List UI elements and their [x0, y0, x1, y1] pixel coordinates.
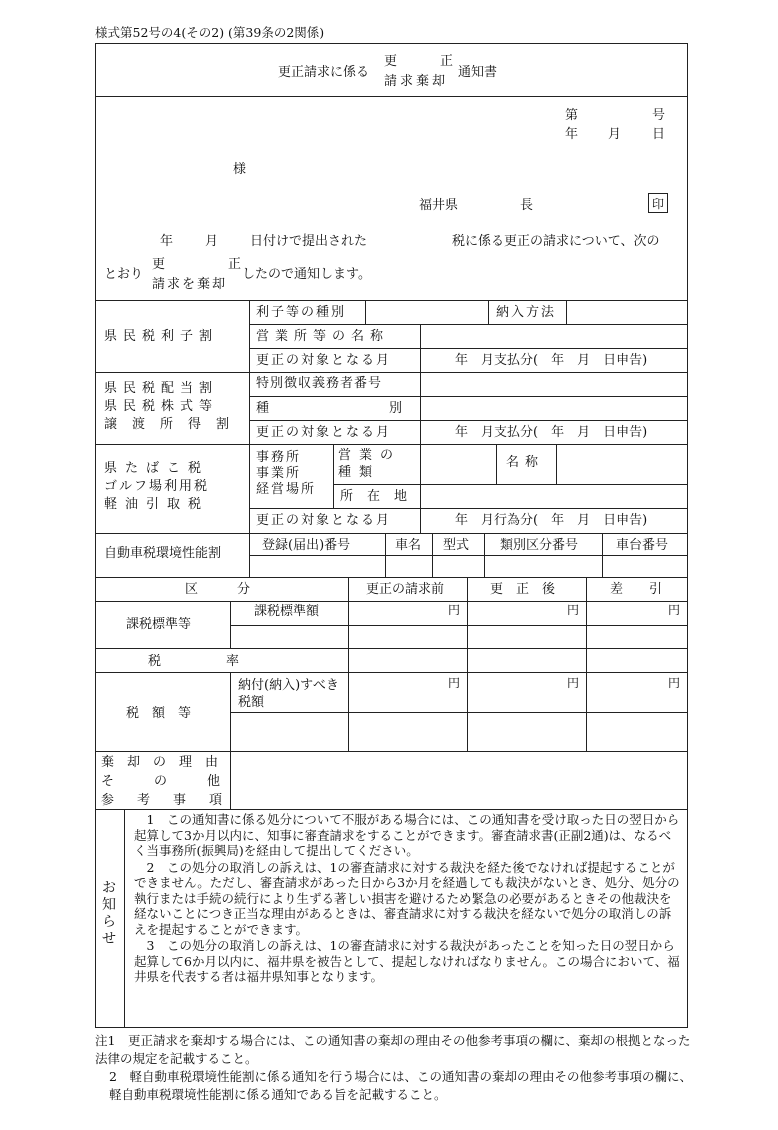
- footnote-1: 注1 更正請求を棄却する場合には、この通知書の棄却の理由その他参考事項の欄に、棄却の根拠となった法律の規定を記載すること。: [95, 1033, 691, 1066]
- tabako-label-2: ゴルフ場利用税: [104, 479, 210, 494]
- haito-row3-label: 更正の対象となる月: [256, 425, 392, 440]
- calc-header-after: 更 正 後: [490, 582, 556, 597]
- car-col-reg: 登録(届出)番号: [262, 538, 351, 553]
- zeiritsu-label: 税 率: [148, 654, 240, 669]
- kazei-yen-after: 円: [567, 603, 580, 617]
- seal-icon: 印: [648, 193, 668, 213]
- haito-row3-value: 年 月支払分( 年 月 日申告): [455, 425, 648, 440]
- haito-row1-label: 特別徴収義務者番号: [256, 376, 383, 391]
- tabako-row-value: 年 月行為分( 年 月 日申告): [455, 513, 648, 528]
- tabako-row-label: 更正の対象となる月: [256, 513, 392, 528]
- notice-item-2: 2 この処分の取消しの訴えは、1の審査請求に対する裁決を経た後でなければ提起することができません。ただし、審査請求があった日から3か月を経過しても裁決がないとき、処分、処分の執行または手続の続行により生ずる著しい損害を避けるため緊急の必要があるときその他裁決を経ないことにつき正当な理由があるときは、審査請求に対する裁決を経ないで処分の取消しの訴えを提起することができます。: [134, 859, 680, 937]
- haito-label-2: 県民税株式等: [104, 399, 219, 414]
- haito-row2-label: 種別: [256, 401, 523, 416]
- title-option-bottom: 請求棄却: [384, 74, 449, 89]
- car-label: 自動車税環境性能割: [104, 546, 222, 561]
- date-month: 月: [608, 127, 622, 142]
- car-col-model: 型式: [443, 538, 470, 553]
- zeigaku-yen-diff: 円: [668, 676, 681, 690]
- haito-label-1: 県民税配当割: [104, 381, 219, 396]
- rishi-row3-value: 年 月支払分( 年 月 日申告): [455, 353, 648, 368]
- tabako-office-label: 事務所 事業所 経営場所: [256, 450, 317, 497]
- zeigaku-yen-before: 円: [448, 676, 461, 690]
- date-year: 年: [565, 127, 579, 142]
- car-col-name: 車名: [395, 538, 422, 553]
- body-option-top-2: 正: [228, 257, 242, 272]
- calc-header-kubun: 区 分: [185, 582, 251, 597]
- issuer-prefecture: 福井県: [419, 198, 459, 213]
- body-toori: とおり: [104, 267, 144, 282]
- kazei-sub-label: 課税標準額: [254, 604, 320, 619]
- tabako-shozaichi-label: 所在地: [340, 489, 422, 504]
- notice-label: お知らせ: [102, 880, 116, 947]
- body-option-bottom: 請求を棄却: [152, 277, 228, 292]
- reason-label-3: 参考事項: [101, 793, 246, 808]
- footnotes: [95, 1032, 695, 1104]
- kazei-label: 課税標準等: [126, 617, 192, 632]
- reason-label-1: 棄却の理由: [101, 755, 232, 770]
- zeigaku-label: 税 額 等: [126, 706, 192, 721]
- title-option-top-1: 更: [384, 54, 398, 69]
- body-notify-text: したので通知します。: [242, 267, 371, 282]
- doc-number-dai: 第: [565, 108, 579, 123]
- kazei-yen-before: 円: [448, 603, 461, 617]
- addressee-sama: 様: [233, 162, 247, 177]
- form-number: 様式第52号の4(その2) (第39条の2関係): [95, 25, 325, 40]
- body-year: 年: [160, 234, 174, 249]
- doc-number-go: 号: [652, 108, 666, 123]
- haito-label-3: 譲渡所得割: [104, 417, 245, 432]
- body-option-top-1: 更: [152, 257, 166, 272]
- rishi-row1-label: 利子等の種別: [256, 305, 347, 320]
- body-month: 月: [205, 234, 219, 249]
- title-option-top-2: 正: [440, 54, 454, 69]
- rishi-payment-label: 納入方法: [496, 305, 557, 320]
- footnote-2: 2 軽自動車税環境性能割に係る通知を行う場合には、この通知書の棄却の理由その他参考事項の欄に、軽自動車税環境性能割に係る通知である旨を記載すること。: [109, 1069, 692, 1102]
- notice-item-3: 3 この処分の取消しの訴えは、1の審査請求に対する裁決があったことを知った日の翌日から起算して6か月以内に、福井県を被告として、提起しなければなりません。この場合において、福井県を代表する者は福井県知事となります。: [134, 938, 680, 984]
- calc-header-diff: 差 引: [610, 582, 663, 597]
- body-submitted: 日付けで提出された: [250, 234, 368, 249]
- zeigaku-sub-label: 納付(納入)すべき税額: [238, 678, 339, 710]
- kazei-yen-diff: 円: [668, 603, 681, 617]
- reason-label-2: その他: [101, 774, 261, 789]
- issuer-title: 長: [520, 198, 534, 213]
- rishi-row3-label: 更正の対象となる月: [256, 353, 392, 368]
- body-tax-text: 税に係る更正の請求について、次の: [452, 234, 660, 249]
- notice-item-1: 1 この通知書に係る処分について不服がある場合には、この通知書を受け取った日の翌日から起算して3か月以内に、知事に審査請求をすることができます。審査請求書(正副2通)は、なるべく当事務所(振興局)を経由して提出してください。: [134, 812, 680, 858]
- title-suffix: 通知書: [458, 65, 498, 80]
- calc-header-before: 更正の請求前: [366, 582, 445, 597]
- date-day: 日: [652, 127, 666, 142]
- tabako-label-1: 県たばこ税: [104, 461, 210, 476]
- tabako-name-label: 名称: [506, 455, 545, 470]
- zeigaku-yen-after: 円: [567, 676, 580, 690]
- tabako-eigyo-label: 営業の種類: [338, 448, 402, 480]
- rishi-row2-label: 営業所等の名称: [256, 329, 390, 344]
- tabako-label-3: 軽油引取税: [104, 497, 210, 512]
- rishi-label: 県民税利子割: [104, 329, 219, 344]
- title-prefix: 更正請求に係る: [278, 65, 370, 80]
- car-col-chassis: 車台番号: [616, 538, 669, 553]
- notice-body: [134, 812, 682, 986]
- car-col-class: 類別区分番号: [500, 538, 579, 553]
